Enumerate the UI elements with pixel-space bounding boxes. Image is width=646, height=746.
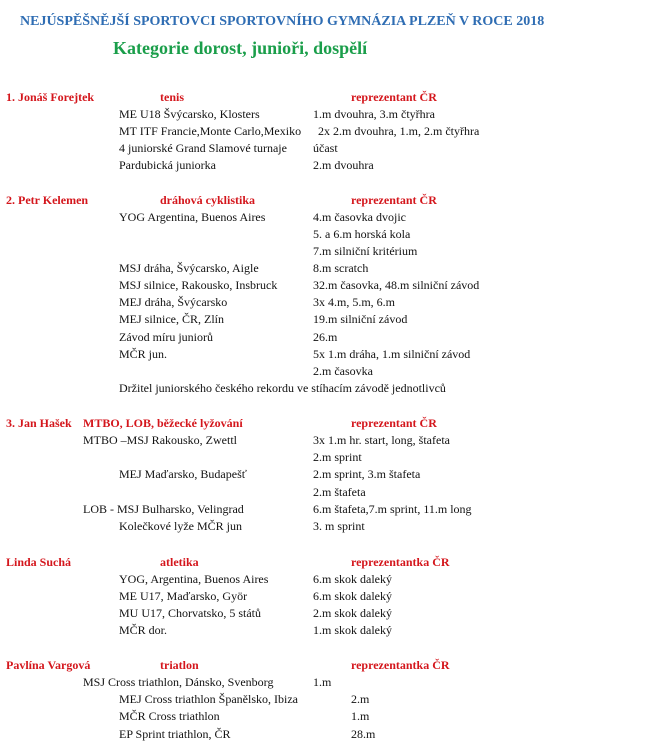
result: 5x 1.m dráha, 1.m silniční závod bbox=[313, 347, 471, 361]
event: Pardubická juniorka bbox=[119, 158, 216, 172]
result: 28.m bbox=[351, 727, 376, 741]
event: MČR jun. bbox=[119, 347, 168, 361]
result: 3x 1.m hr. start, long, štafeta bbox=[313, 433, 450, 447]
result: 2.m časovka bbox=[313, 364, 373, 378]
athlete-status: reprezentant ČR bbox=[351, 193, 437, 207]
event: YOG Argentina, Buenos Aires bbox=[119, 210, 266, 224]
event: MEJ dráha, Švýcarsko bbox=[119, 295, 228, 309]
result: 19.m silniční závod bbox=[313, 312, 408, 326]
athlete-sport: dráhová cyklistika bbox=[160, 193, 256, 207]
athlete-status: reprezentantka ČR bbox=[351, 658, 450, 672]
event: MČR dor. bbox=[119, 623, 168, 637]
result: 2.m dvouhra bbox=[313, 158, 374, 172]
page-title: NEJÚSPĚŠNĚJŠÍ SPORTOVCI SPORTOVNÍHO GYMNÁZIA PLZEŇ V ROCE 2018 bbox=[20, 14, 545, 29]
result: 3x 4.m, 5.m, 6.m bbox=[313, 295, 396, 309]
result: 6.m skok daleký bbox=[313, 589, 392, 603]
page-subtitle: Kategorie dorost, junioři, dospělí bbox=[113, 38, 368, 58]
event: MČR Cross triathlon bbox=[119, 709, 220, 723]
result: 2x 2.m dvouhra, 1.m, 2.m čtyřhra bbox=[318, 124, 480, 138]
athlete-name: Pavlína Vargová bbox=[6, 658, 91, 672]
event: MSJ silnice, Rakousko, Insbruck bbox=[119, 278, 278, 292]
athlete-note: Držitel juniorského českého rekordu ve stíhacím závodě jednotlivců bbox=[119, 381, 446, 395]
event: Závod míru juniorů bbox=[119, 330, 213, 344]
result: 4.m časovka dvojic bbox=[313, 210, 406, 224]
event: 4 juniorské Grand Slamové turnaje bbox=[119, 141, 287, 155]
event: MU U17, Chorvatsko, 5 států bbox=[119, 606, 261, 620]
result: 2.m bbox=[351, 692, 370, 706]
event: EP Sprint triathlon, ČR bbox=[119, 727, 231, 741]
event: YOG, Argentina, Buenos Aires bbox=[119, 572, 269, 586]
athlete-status: reprezentant ČR bbox=[351, 90, 437, 104]
result: 1.m bbox=[351, 709, 370, 723]
event: MTBO –MSJ Rakousko, Zwettl bbox=[83, 433, 238, 447]
result: 6.m skok daleký bbox=[313, 572, 392, 586]
athlete-name: Linda Suchá bbox=[6, 555, 72, 569]
result: 1.m dvouhra, 3.m čtyřhra bbox=[313, 107, 435, 121]
athlete-name: 3. Jan Hašek bbox=[6, 416, 72, 430]
athlete-sport: triatlon bbox=[160, 658, 199, 672]
athlete-sport: atletika bbox=[160, 555, 199, 569]
athlete-name: 1. Jonáš Forejtek bbox=[6, 90, 95, 104]
result: 3. m sprint bbox=[313, 519, 365, 533]
athlete-sport: MTBO, LOB, běžecké lyžování bbox=[83, 416, 243, 430]
event: ME U18 Švýcarsko, Klosters bbox=[119, 107, 260, 121]
result: 2.m skok daleký bbox=[313, 606, 392, 620]
result: 1.m skok daleký bbox=[313, 623, 392, 637]
event: MEJ Cross triathlon Španělsko, Ibiza bbox=[119, 692, 298, 706]
result: 5. a 6.m horská kola bbox=[313, 227, 411, 241]
result: 26.m bbox=[313, 330, 338, 344]
event: MEJ silnice, ČR, Zlín bbox=[119, 312, 224, 326]
result: účast bbox=[313, 141, 338, 155]
athlete-name: 2. Petr Kelemen bbox=[6, 193, 89, 207]
event: MEJ Maďarsko, Budapešť bbox=[119, 467, 247, 481]
result: 7.m silniční kritérium bbox=[313, 244, 418, 258]
event: MSJ Cross triathlon, Dánsko, Svenborg bbox=[83, 675, 274, 689]
athlete-status: reprezentant ČR bbox=[351, 416, 437, 430]
result: 6.m štafeta,7.m sprint, 11.m long bbox=[313, 502, 472, 516]
athlete-status: reprezentantka ČR bbox=[351, 555, 450, 569]
event: ME U17, Maďarsko, Györ bbox=[119, 589, 248, 603]
event: MSJ dráha, Švýcarsko, Aigle bbox=[119, 261, 259, 275]
result: 8.m scratch bbox=[313, 261, 369, 275]
result: 32.m časovka, 48.m silniční závod bbox=[313, 278, 480, 292]
result: 2.m sprint bbox=[313, 450, 362, 464]
event: LOB - MSJ Bulharsko, Velingrad bbox=[83, 502, 244, 516]
result: 1.m bbox=[313, 675, 332, 689]
athlete-sport: tenis bbox=[160, 90, 184, 104]
result: 2.m sprint, 3.m štafeta bbox=[313, 467, 421, 481]
result: 2.m štafeta bbox=[313, 485, 366, 499]
event: MT ITF Francie,Monte Carlo,Mexiko bbox=[119, 124, 302, 138]
event: Kolečkové lyže MČR jun bbox=[119, 519, 242, 533]
